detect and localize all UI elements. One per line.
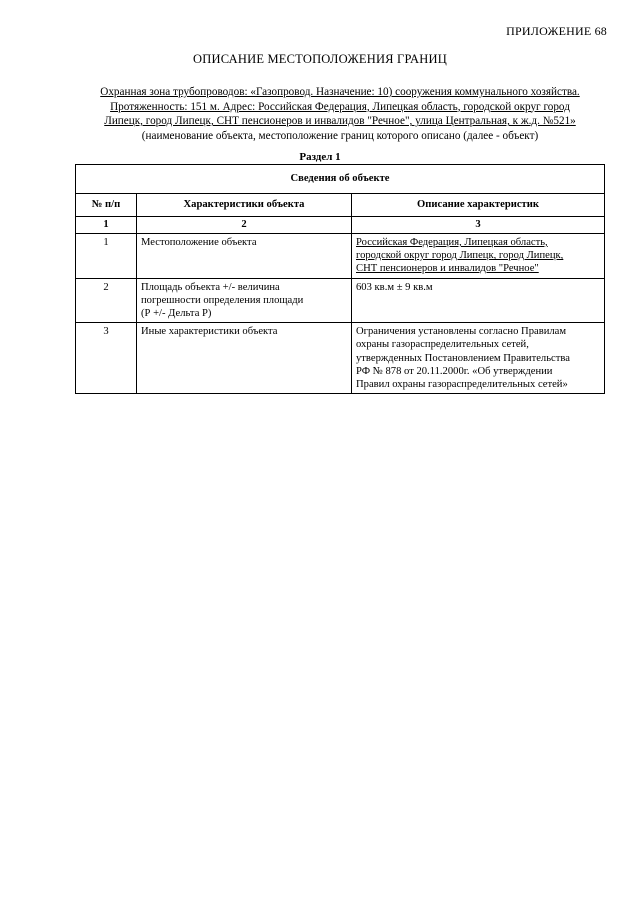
description-line: утвержденных Постановлением Правительства bbox=[356, 352, 570, 364]
row-number: 1 bbox=[76, 234, 137, 279]
characteristic-line: Площадь объекта +/- величина bbox=[141, 281, 280, 293]
row-characteristic: Местоположение объекта bbox=[137, 234, 352, 279]
appendix-label: ПРИЛОЖЕНИЕ 68 bbox=[506, 24, 607, 38]
table-caption: Сведения об объекте bbox=[76, 165, 605, 194]
row-characteristic bbox=[137, 278, 352, 323]
description-line: Ограничения установлены согласно Правилам bbox=[356, 326, 567, 338]
object-description bbox=[70, 85, 610, 143]
column-number-cell: 1 bbox=[76, 217, 137, 234]
column-header-number: № п/п bbox=[76, 194, 137, 217]
document-title: ОПИСАНИЕ МЕСТОПОЛОЖЕНИЯ ГРАНИЦ bbox=[193, 52, 447, 66]
description-line: Российская Федерация, Липецкая область, bbox=[356, 237, 548, 248]
row-characteristic: Иные характеристики объекта bbox=[137, 323, 352, 394]
table-row bbox=[76, 323, 605, 394]
object-description-line: Липецк, город Липецк, СНТ пенсионеров и инвалидов "Речное", улица Центральная, к ж.д. №521» bbox=[104, 115, 576, 127]
row-number: 3 bbox=[76, 323, 137, 394]
characteristic-line: (Р +/- Дельта Р) bbox=[141, 308, 212, 320]
description-line: городской округ город Липецк, город Липецк, bbox=[356, 250, 564, 262]
row-description bbox=[352, 323, 605, 394]
column-number-cell: 3 bbox=[352, 217, 605, 234]
object-description-line: Протяженность: 151 м. Адрес: Российская Федерация, Липецкая область, городской округ город bbox=[110, 100, 570, 113]
column-header-characteristic: Характеристики объекта bbox=[137, 194, 352, 217]
object-description-caption: (наименование объекта, местоположение границ которого описано (далее - объект) bbox=[141, 129, 539, 142]
characteristic-line: погрешности определения площади bbox=[141, 294, 304, 306]
table-row bbox=[76, 234, 605, 279]
description-line: Правил охраны газораспределительных сетей» bbox=[356, 379, 568, 391]
description-line: охраны газораспределительных сетей, bbox=[356, 339, 529, 351]
row-number: 2 bbox=[76, 278, 137, 323]
object-info-table bbox=[75, 164, 605, 394]
description-line: РФ № 878 от 20.11.2000г. «Об утверждении bbox=[356, 365, 553, 377]
object-description-line: Охранная зона трубопроводов: «Газопровод. Назначение: 10) сооружения коммунального хозяйства. bbox=[100, 86, 580, 98]
column-header-description: Описание характеристик bbox=[352, 194, 605, 217]
column-number-cell: 2 bbox=[137, 217, 352, 234]
section-title: Раздел 1 bbox=[299, 151, 341, 163]
table-row bbox=[76, 278, 605, 323]
description-line: СНТ пенсионеров и инвалидов "Речное" bbox=[356, 263, 539, 275]
row-description: 603 кв.м ± 9 кв.м bbox=[352, 278, 605, 323]
row-description bbox=[352, 234, 605, 279]
